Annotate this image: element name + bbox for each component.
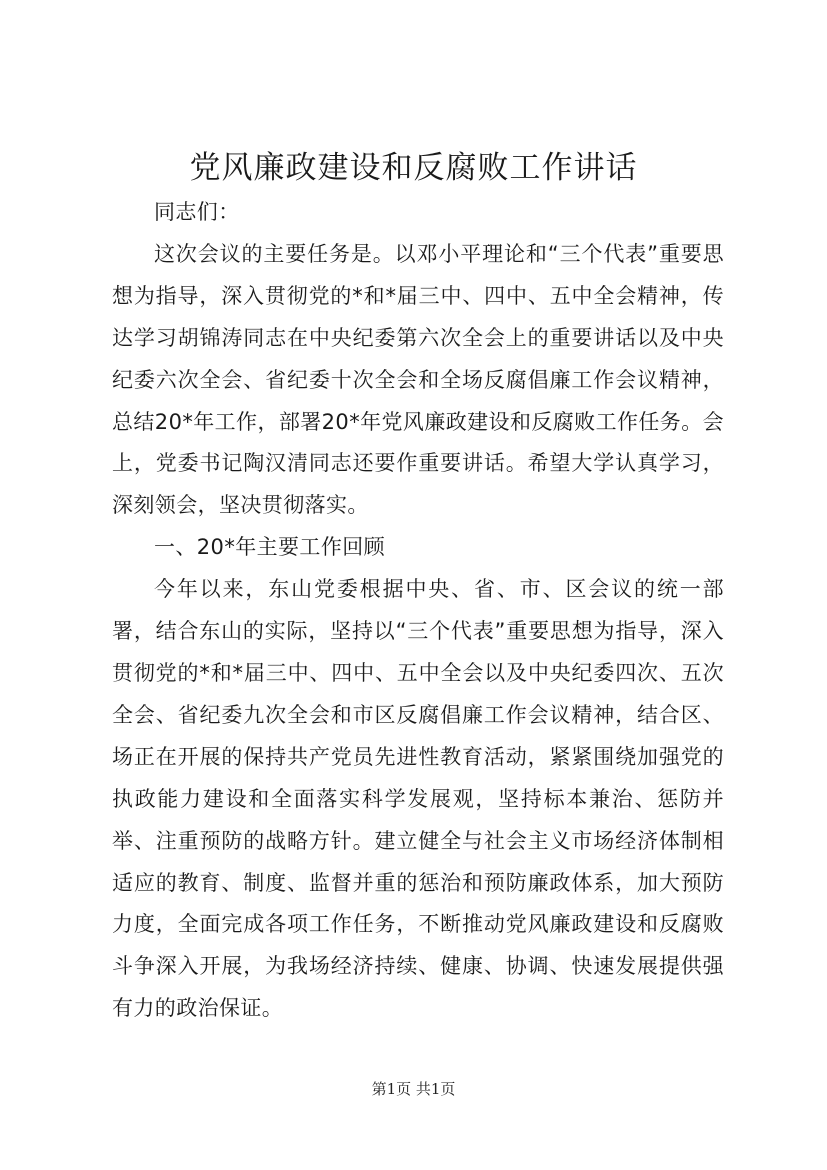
paragraph-intro: 这次会议的主要任务是。以邓小平理论和“三个代表”重要思想为指导，深入贯彻党的*和*届三中、四中、五中全会精神，传达学习胡锦涛同志在中央纪委第六次全会上的重要讲话以及中央纪委六次全会、省纪委十次全会和全场反腐倡廉工作会议精神，总结20*年工作，部署20*年党风廉政建设和反腐败工作任务。会上，党委书记陶汉清同志还要作重要讲话。希望大学认真学习，深刻领会，坚决贯彻落实。 <box>112 241 724 518</box>
paragraph-review: 今年以来，东山党委根据中央、省、市、区会议的统一部署，结合东山的实际，坚持以“三个代表”重要思想为指导，深入贯彻党的*和*届三中、四中、五中全会以及中央纪委四次、五次全会、省纪委九次全会和市区反腐倡廉工作会议精神，结合区、场正在开展的保持共产党员先进性教育活动，紧紧围绕加强党的执政能力建设和全面落实科学发展观，坚持标本兼治、惩防并举、注重预防的战略方针。建立健全与社会主义市场经济体制相适应的教育、制度、监督并重的惩治和预防廉政体系，加大预防力度，全面完成各项工作任务，不断推动党风廉政建设和反腐败斗争深入开展，为我场经济持续、健康、协调、快速发展提供强有力的政治保证。 <box>112 577 724 1021</box>
page-number-footer: 第1页 共1页 <box>371 1080 456 1098</box>
document-title: 党风廉政建设和反腐败工作讲话 <box>189 150 638 186</box>
salutation: 同志们： <box>154 200 240 224</box>
section-heading: 一、20*年主要工作回顾 <box>154 535 386 560</box>
document-body <box>112 192 724 1030</box>
